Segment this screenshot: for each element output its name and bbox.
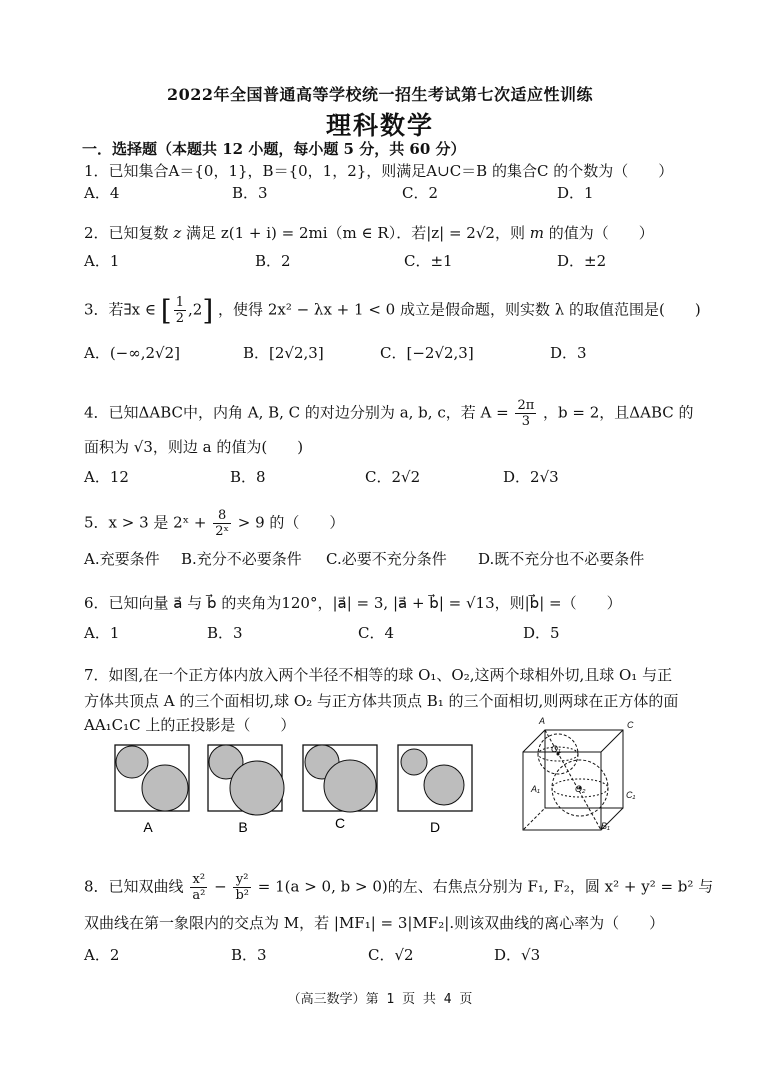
q7-figure-b[interactable] [208, 745, 284, 835]
question-7-line3: AA₁C₁C 上的正投影是（ ） [84, 716, 296, 734]
cube-label-o2: O₂ [575, 784, 586, 794]
q2-var-m: m [529, 224, 544, 242]
q2-option-b[interactable]: B．2 [255, 252, 291, 270]
q4-stem-part-a: 4．已知ΔABC中，内角 A, B, C 的对边分别为 a, b, c，若 A = [84, 403, 509, 422]
q8-option-c[interactable]: C．√2 [368, 946, 414, 964]
q3-right-bracket: ] [202, 294, 214, 327]
q4-option-c[interactable]: C．2√2 [365, 468, 421, 486]
question-8-stem-line1 [84, 872, 713, 903]
q8-fraction-x: $\frac{\text{x²}}{\text{a²}}$ [192, 872, 206, 903]
q8-stem-part-a: 8．已知双曲线 [84, 877, 184, 896]
q5-option-d[interactable]: D.既不充分也不必要条件 [478, 550, 645, 568]
question-4-stem-line2: 面积为 √3，则边 a 的值为( ) [84, 438, 304, 456]
q5-option-b[interactable]: B.充分不必要条件 [181, 550, 302, 568]
q4-fraction: $\frac{2\pi}{3}$ [517, 398, 535, 429]
q8-option-d[interactable]: D．√3 [494, 946, 541, 964]
q3-stem-part-c: ，使得 2x² − λx + 1 < 0 成立是假命题，则实数 λ 的取值范围是( ) [218, 300, 701, 319]
q8-option-a[interactable]: A．2 [84, 946, 120, 964]
q5-option-c[interactable]: C.必要不充分条件 [326, 550, 447, 568]
q1-option-d[interactable]: D．1 [557, 184, 594, 202]
question-7-line1: 7．如图,在一个正方体内放入两个半径不相等的球 O₁、O₂,这两个球相外切,且球 O₁ 与正 [84, 666, 673, 684]
q7-figure-b-label: B [238, 819, 248, 835]
question-5-stem [84, 508, 344, 539]
q8-fraction-y: $\frac{\text{y²}}{\text{b²}}$ [235, 872, 249, 903]
q3-option-b[interactable]: B．[2√2,3] [243, 344, 324, 362]
cube-label-c1: C₁ [626, 790, 636, 800]
q6-option-b[interactable]: B．3 [207, 624, 243, 642]
page-footer: （高三数学）第 1 页 共 4 页 [287, 992, 473, 1007]
q7-figure-d[interactable] [398, 745, 472, 835]
cube-label-a1: A₁ [531, 784, 540, 794]
subject-title: 理科数学 [325, 111, 434, 140]
q2-stem-part-c: z(1 + i) = 2mi（m ∈ R）．若|z| = 2√2，则 [220, 224, 525, 242]
section-heading: 一．选择题（本题共 12 小题，每小题 5 分，共 60 分） [82, 140, 466, 158]
q7-cube-diagram [515, 712, 645, 834]
q6-option-a[interactable]: A．1 [84, 624, 120, 642]
q2-stem-part-e: 的值为（ ） [548, 224, 654, 242]
q3-stem-part-a: 3．若∃x ∈ [84, 300, 157, 319]
q2-var-z: z [173, 224, 182, 242]
cube-label-c: C [627, 720, 634, 730]
cube-label-a: A [539, 716, 546, 726]
question-2-stem [84, 222, 654, 243]
q5-fraction: $\frac{8}{\text{2ˣ}}$ [215, 508, 229, 539]
q7-figure-a[interactable] [115, 745, 189, 835]
q2-stem-part-a: 2．已知复数 [84, 224, 169, 242]
question-6-stem: 6．已知向量 a⃗ 与 b⃗ 的夹角为120°，|a⃗| = 3, |a⃗ + b⃗| = √13，则|b⃗| =（ ） [84, 594, 622, 612]
q4-stem-part-b: ，b = 2，且ΔABC 的 [543, 403, 694, 422]
question-7-line2: 方体共顶点 A 的三个面相切,球 O₂ 与正方体共顶点 B₁ 的三个面相切,则两球在正方体的面 [84, 692, 679, 710]
q8-minus: − [214, 877, 227, 896]
q7-figure-c-label: C [334, 815, 346, 831]
q2-option-c[interactable]: C．±1 [404, 252, 453, 270]
q6-option-c[interactable]: C．4 [358, 624, 395, 642]
q8-stem-part-b: = 1(a > 0, b > 0)的左、右焦点分别为 F₁, F₂，圆 x² + y² = b² 与 [257, 877, 714, 896]
q5-stem-part-b: > 9 的（ ） [237, 513, 345, 532]
q4-option-d[interactable]: D．2√3 [503, 468, 559, 486]
q3-option-d[interactable]: D．3 [550, 344, 587, 362]
q2-option-d[interactable]: D．±2 [557, 252, 607, 270]
q7-figure-c[interactable] [303, 745, 377, 831]
q1-option-c[interactable]: C．2 [402, 184, 439, 202]
q7-figure-d-label: D [429, 819, 441, 835]
question-3-stem [84, 294, 701, 327]
exam-title: 2022年全国普通高等学校统一招生考试第七次适应性训练 [166, 85, 594, 104]
question-1-stem: 1．已知集合A＝{0，1}，B＝{0，1，2}，则满足A∪C＝B 的集合C 的个数为（ ） [84, 162, 674, 180]
q1-option-b[interactable]: B．3 [232, 184, 268, 202]
cube-label-b1: B₁ [601, 821, 610, 831]
q3-left-bracket: [ [160, 294, 172, 327]
q7-projection-figures [110, 740, 490, 840]
q4-option-a[interactable]: A．12 [84, 468, 129, 486]
q3-fraction: $\frac{1}{2}$ [175, 295, 185, 326]
q2-option-a[interactable]: A．1 [84, 252, 120, 270]
question-4-stem-line1 [84, 398, 694, 429]
question-8-stem-line2: 双曲线在第一象限内的交点为 M，若 |MF₁| = 3|MF₂|.则该双曲线的离心率为（ ） [84, 914, 665, 932]
cube-label-o1: O₁ [551, 744, 561, 754]
q8-option-b[interactable]: B．3 [231, 946, 267, 964]
q6-option-d[interactable]: D．5 [523, 624, 560, 642]
q3-stem-part-b: ,2 [188, 300, 203, 319]
q7-figure-a-label: A [143, 819, 153, 835]
q3-option-c[interactable]: C．[−2√2,3] [380, 344, 474, 362]
q1-option-a[interactable]: A．4 [84, 184, 120, 202]
q2-stem-part-b: 满足 [186, 224, 217, 242]
q5-stem-part-a: 5．x > 3 是 2ˣ + [84, 513, 207, 532]
q4-option-b[interactable]: B．8 [230, 468, 266, 486]
q5-option-a[interactable]: A.充要条件 [84, 550, 160, 568]
q3-option-a[interactable]: A．(−∞,2√2] [84, 344, 181, 362]
